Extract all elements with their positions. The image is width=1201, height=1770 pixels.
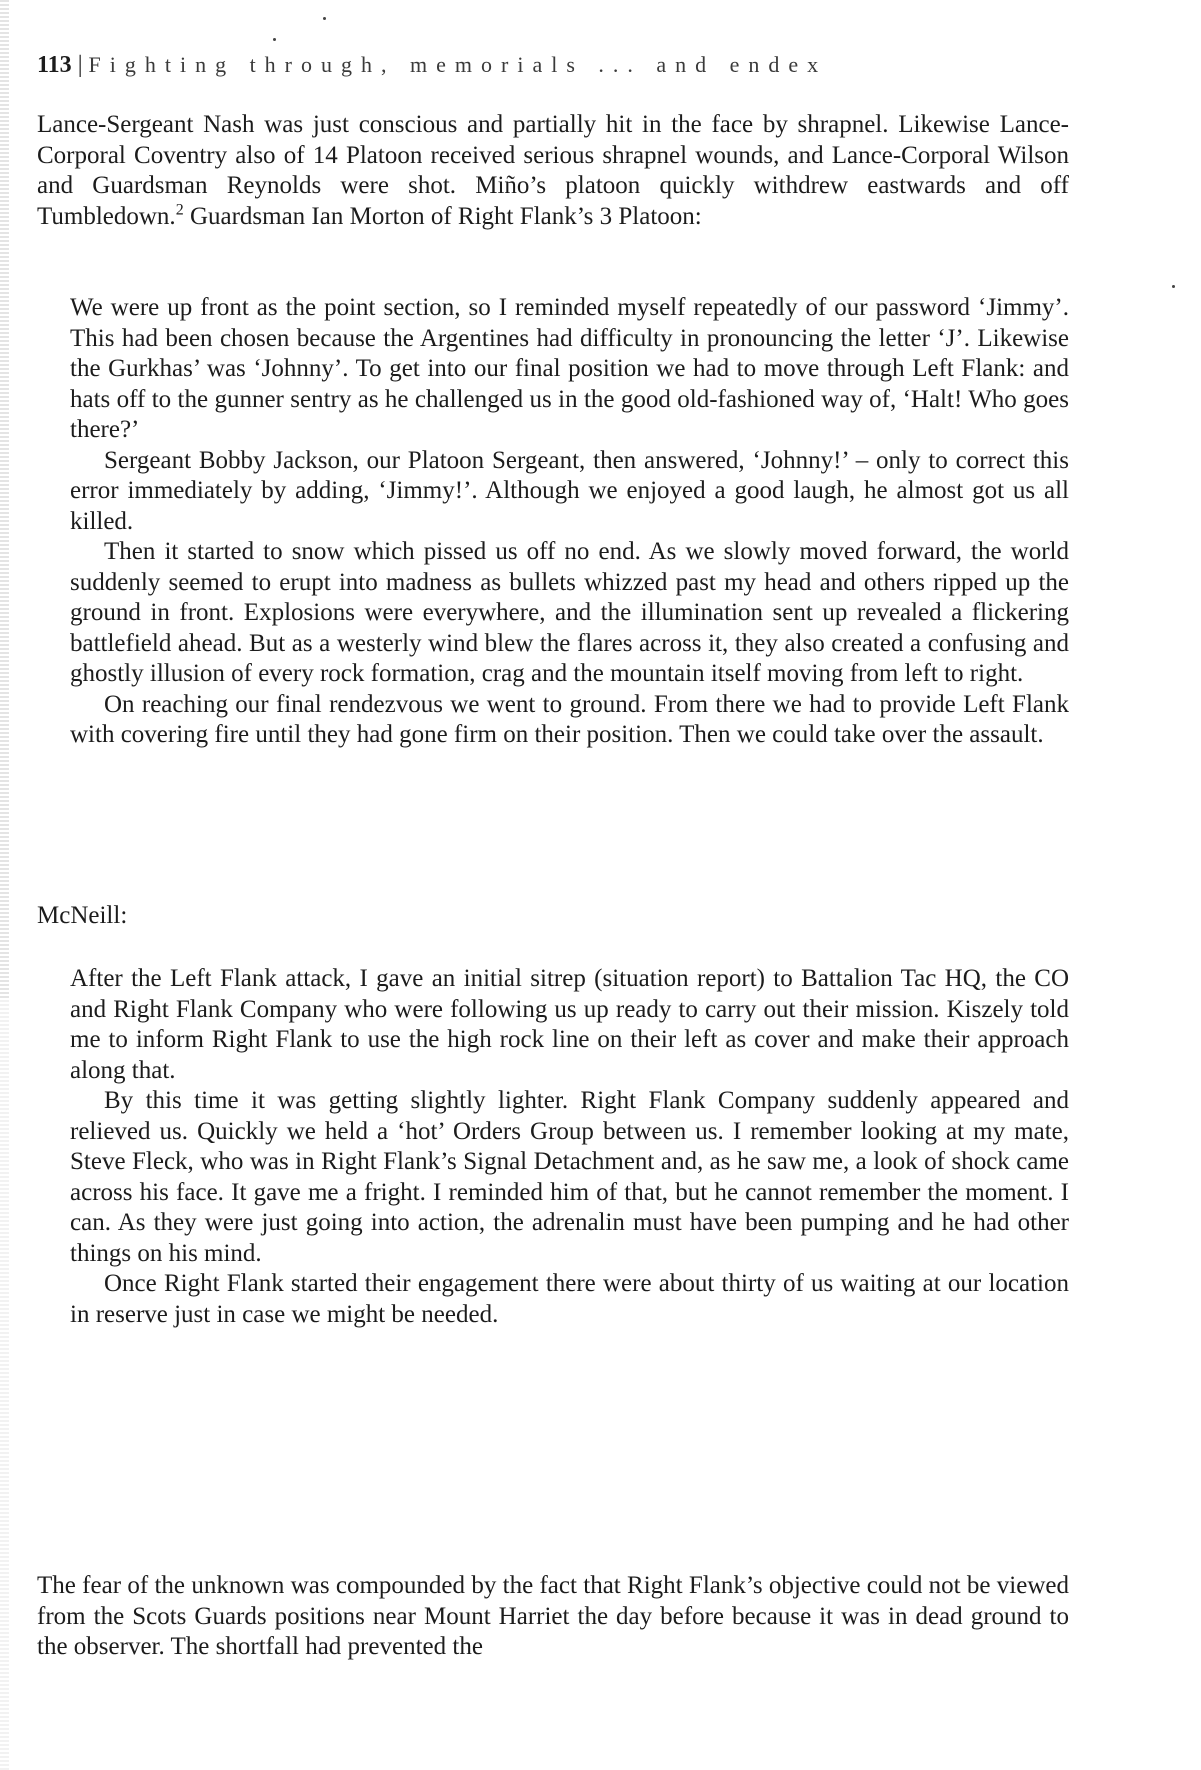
quote-paragraph: Sergeant Bobby Jackson, our Platoon Sergeant, then answered, ‘Johnny!’ – only to correct this error immediately by adding, ‘Jimmy!’. Although we enjoyed a good laugh, he almost got us all killed. (70, 446, 1069, 535)
block-quote-morton (70, 293, 1069, 751)
quote-paragraph: After the Left Flank attack, I gave an initial sitrep (situation report) to Battalion Tac HQ, the CO and Right Flank Company who were following us up ready to carry out their mission. Kiszely told me to inform Right Flank to use the high rock line on their left as cover and make their approach along that. (70, 965, 1069, 1084)
page-number: 113 (37, 52, 72, 78)
quote-paragraph: Once Right Flank started their engagement there were about thirty of us waiting at our location in reserve just in case we might be needed. (70, 1270, 1069, 1328)
speaker-line (37, 901, 1069, 932)
header-separator: | (77, 52, 83, 78)
running-title: Fighting through, memorials ... and endex (88, 52, 828, 77)
footnote-marker: 2 (175, 201, 184, 219)
scan-speck (323, 17, 326, 20)
quote-paragraph: We were up front as the point section, so I reminded myself repeatedly of our password ‘Jimmy’. This had been chosen because the Argentines had difficulty in pronouncing the letter ‘J’. Likewise the Gurkhas’ was ‘Johnny’. To get into our final position we had to move through Left Flank: and hats off to the gunner sentry as he challenged us in the good old-fashioned way of, ‘Halt! Who goes there?’ (70, 294, 1069, 443)
paragraph-intro (37, 110, 1069, 232)
scan-edge-artifact (0, 0, 9, 1000)
scan-speck (273, 38, 276, 41)
scan-edge-artifact (0, 1000, 9, 1770)
speaker-name: McNeill: (37, 902, 128, 929)
block-quote-mcneill (70, 964, 1069, 1330)
quote-paragraph: By this time it was getting slightly lighter. Right Flank Company suddenly appeared and relieved us. Quickly we held a ‘hot’ Orders Group between us. I remember looking at my mate, Steve Fleck, who was in Right Flank’s Signal Detachment and, as he saw me, a look of shock came across his face. It gave me a fright. I reminded him of that, but he cannot remember the moment. I can. As they were just going into action, the adrenalin must have been pumping and he had other things on his mind. (70, 1087, 1069, 1267)
quote-paragraph: Then it started to snow which pissed us off no end. As we slowly moved forward, the world suddenly seemed to erupt into madness as bullets whizzed past my head and others ripped up the ground in front. Explosions were everywhere, and the illumination sent up revealed a flickering battlefield ahead. But as a westerly wind blew the flares across it, they also created a confusing and ghostly illusion of every rock formation, crag and the mountain itself moving from left to right. (70, 538, 1069, 687)
paragraph-text: Guardsman Ian Morton of Right Flank’s 3 Platoon: (183, 202, 702, 230)
paragraph-text: Lance-Sergeant Nash was just conscious and partially hit in the face by shrapnel. Likewise Lance-Corporal Coventry also of 14 Platoon received serious shrapnel wounds, and Lance-Corporal Wilson and Guardsman Reynolds were shot. Miño’s platoon quickly withdrew eastwards and off Tumbledown. (37, 111, 1069, 230)
paragraph-text: The fear of the unknown was compounded by the fact that Right Flank’s objective could not be viewed from the Scots Guards positions near Mount Harriet the day before because it was in dead ground to the observer. The shortfall had prevented the (37, 1572, 1069, 1660)
running-header (37, 52, 827, 79)
quote-paragraph: On reaching our final rendezvous we went to ground. From there we had to provide Left Flank with covering fire until they had gone firm on their position. Then we could take over the assault. (70, 690, 1069, 748)
scan-speck (1172, 285, 1175, 288)
paragraph-final (37, 1571, 1069, 1663)
